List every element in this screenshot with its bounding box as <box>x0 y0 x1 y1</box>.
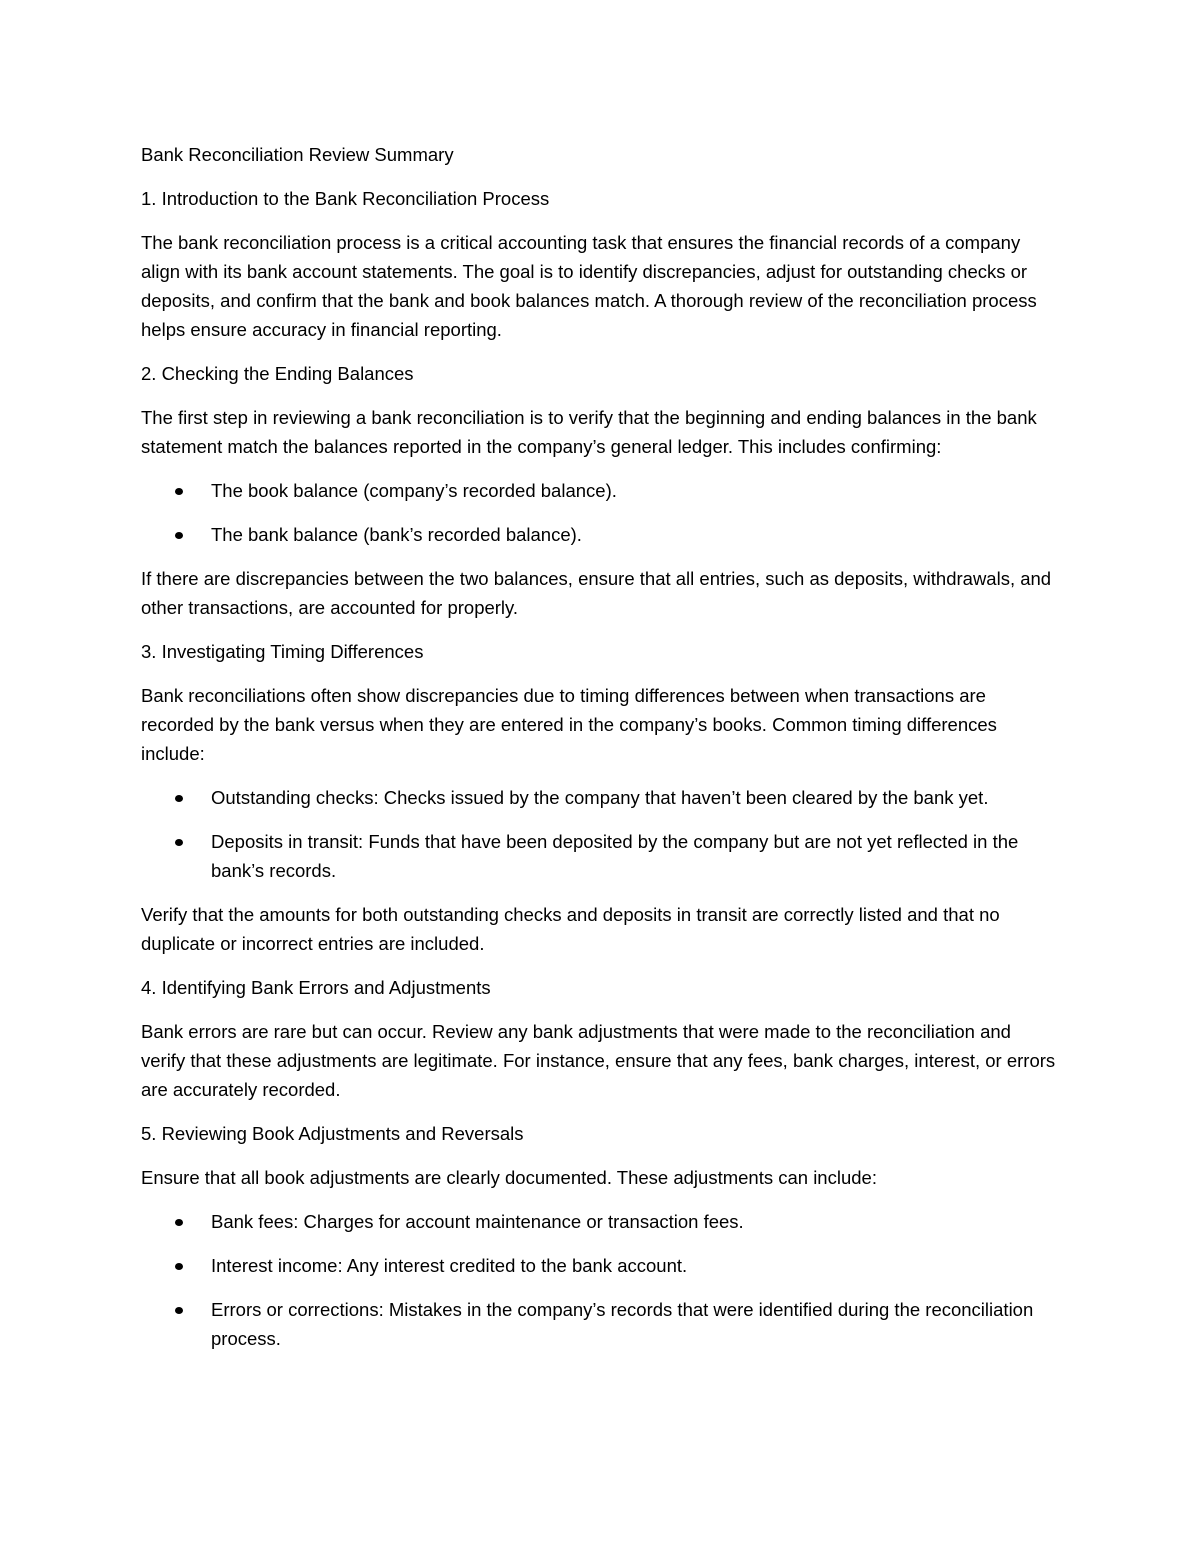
section-heading: 1. Introduction to the Bank Reconciliation Process <box>141 188 550 209</box>
bullet-text: The bank balance (bank’s recorded balance). <box>211 524 582 545</box>
document-title: Bank Reconciliation Review Summary <box>141 144 454 165</box>
section-intro: Bank reconciliations often show discrepancies due to timing differences between when transactions are recorded by the bank versus when they are entered in the company’s books. Common timing differences include: <box>141 685 997 764</box>
document-page <box>141 140 1059 1368</box>
bullet-list <box>141 1207 1059 1353</box>
section-heading: 3. Investigating Timing Differences <box>141 641 424 662</box>
bullet-text: The book balance (company’s recorded balance). <box>211 480 617 501</box>
section-outro: If there are discrepancies between the two balances, ensure that all entries, such as deposits, withdrawals, and other transactions, are accounted for properly. <box>141 568 1052 618</box>
bullet-item <box>141 476 1059 505</box>
section-paragraph: The bank reconciliation process is a critical accounting task that ensures the financial records of a company align with its bank account statements. The goal is to identify discrepancies, adjust for outstanding checks or deposits, and confirm that the bank and book balances match. A thorough review of the reconciliation process helps ensure accuracy in financial reporting. <box>141 232 1037 340</box>
bullet-icon <box>175 839 183 846</box>
bullet-icon <box>175 488 183 495</box>
bullet-list <box>141 783 1059 885</box>
bullet-text: Outstanding checks: Checks issued by the company that haven’t been cleared by the bank yet. <box>211 787 989 808</box>
bullet-item <box>141 827 1059 885</box>
bullet-icon <box>175 795 183 802</box>
section-intro: The first step in reviewing a bank reconciliation is to verify that the beginning and ending balances in the bank statement match the balances reported in the company’s general ledger. This includes confirming: <box>141 407 1037 457</box>
section-paragraph: Bank errors are rare but can occur. Review any bank adjustments that were made to the reconciliation and verify that these adjustments are legitimate. For instance, ensure that any fees, bank charges, interest, or errors are accurately recorded. <box>141 1021 1056 1100</box>
bullet-text: Interest income: Any interest credited to the bank account. <box>211 1255 688 1276</box>
bullet-text: Deposits in transit: Funds that have been deposited by the company but are not yet reflected in the bank’s records. <box>211 831 1019 881</box>
bullet-icon <box>175 532 183 539</box>
bullet-item <box>141 1251 1059 1280</box>
section-intro: Ensure that all book adjustments are clearly documented. These adjustments can include: <box>141 1167 877 1188</box>
bullet-text: Errors or corrections: Mistakes in the company’s records that were identified during the reconciliation process. <box>211 1299 1034 1349</box>
section-outro: Verify that the amounts for both outstanding checks and deposits in transit are correctly listed and that no duplicate or incorrect entries are included. <box>141 904 1000 954</box>
section-heading: 4. Identifying Bank Errors and Adjustments <box>141 977 491 998</box>
bullet-icon <box>175 1263 183 1270</box>
section-heading: 5. Reviewing Book Adjustments and Reversals <box>141 1123 524 1144</box>
bullet-item <box>141 1207 1059 1236</box>
bullet-item <box>141 783 1059 812</box>
bullet-text: Bank fees: Charges for account maintenance or transaction fees. <box>211 1211 744 1232</box>
bullet-list <box>141 476 1059 549</box>
bullet-item <box>141 1295 1059 1353</box>
bullet-item <box>141 520 1059 549</box>
bullet-icon <box>175 1307 183 1314</box>
bullet-icon <box>175 1219 183 1226</box>
section-heading: 2. Checking the Ending Balances <box>141 363 414 384</box>
